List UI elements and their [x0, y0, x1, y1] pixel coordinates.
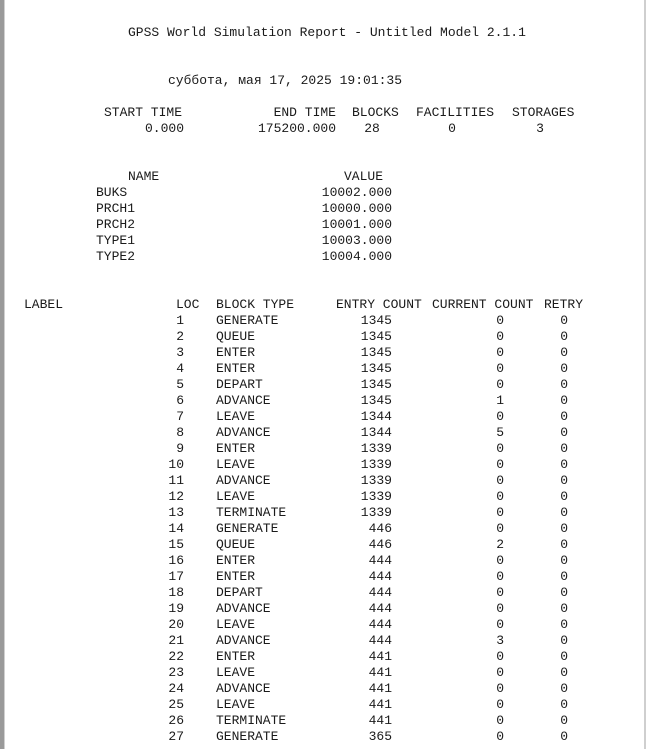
entry-count-cell: 444 [368, 601, 392, 616]
retry-cell: 0 [560, 553, 568, 568]
retry-cell: 0 [560, 345, 568, 360]
entry-count-cell: 1339 [360, 473, 392, 488]
entry-count-cell: 441 [368, 665, 392, 680]
blocks-header-entry-count: ENTRY COUNT [336, 297, 422, 312]
entry-count-cell: 1339 [360, 457, 392, 472]
current-count-cell: 0 [496, 377, 504, 392]
blocks-header-retry: RETRY [544, 297, 584, 312]
block-type-cell: TERMINATE [216, 713, 287, 728]
header-blocks: BLOCKS [352, 105, 399, 120]
block-type-cell: ADVANCE [216, 425, 271, 440]
retry-cell: 0 [560, 505, 568, 520]
retry-cell: 0 [560, 313, 568, 328]
loc-cell: 15 [168, 537, 184, 552]
entry-count-cell: 1345 [360, 361, 392, 376]
current-count-cell: 0 [496, 681, 504, 696]
loc-cell: 27 [168, 729, 184, 744]
name-cell: PRCH2 [96, 217, 136, 232]
header-end-time: END TIME [273, 105, 336, 120]
retry-cell: 0 [560, 601, 568, 616]
retry-cell: 0 [560, 457, 568, 472]
retry-cell: 0 [560, 569, 568, 584]
name-cell: TYPE2 [96, 249, 136, 264]
blocks-header-current-count: CURRENT COUNT [432, 297, 534, 312]
loc-cell: 13 [168, 505, 184, 520]
loc-cell: 21 [168, 633, 184, 648]
retry-cell: 0 [560, 393, 568, 408]
value-start-time: 0.000 [144, 121, 184, 136]
current-count-cell: 0 [496, 345, 504, 360]
current-count-cell: 0 [496, 313, 504, 328]
current-count-cell: 0 [496, 569, 504, 584]
entry-count-cell: 444 [368, 585, 392, 600]
current-count-cell: 1 [496, 393, 504, 408]
retry-cell: 0 [560, 681, 568, 696]
current-count-cell: 0 [496, 601, 504, 616]
value-cell: 10003.000 [321, 233, 392, 248]
header-start-time: START TIME [104, 105, 183, 120]
current-count-cell: 0 [496, 473, 504, 488]
block-type-cell: DEPART [216, 585, 263, 600]
retry-cell: 0 [560, 537, 568, 552]
entry-count-cell: 1339 [360, 489, 392, 504]
block-type-cell: GENERATE [216, 313, 279, 328]
block-type-cell: ENTER [216, 569, 256, 584]
current-count-cell: 0 [496, 585, 504, 600]
block-type-cell: TERMINATE [216, 505, 287, 520]
retry-cell: 0 [560, 361, 568, 376]
loc-cell: 8 [176, 425, 184, 440]
loc-cell: 25 [168, 697, 184, 712]
entry-count-cell: 444 [368, 633, 392, 648]
retry-cell: 0 [560, 617, 568, 632]
retry-cell: 0 [560, 665, 568, 680]
entry-count-cell: 446 [368, 537, 392, 552]
block-type-cell: ADVANCE [216, 601, 271, 616]
value-storages: 3 [536, 121, 544, 136]
block-type-cell: ADVANCE [216, 393, 271, 408]
loc-cell: 7 [176, 409, 184, 424]
loc-cell: 18 [168, 585, 184, 600]
block-type-cell: LEAVE [216, 409, 256, 424]
name-cell: BUKS [96, 185, 128, 200]
current-count-cell: 0 [496, 649, 504, 664]
retry-cell: 0 [560, 521, 568, 536]
loc-cell: 9 [176, 441, 184, 456]
block-type-cell: ADVANCE [216, 633, 271, 648]
value-cell: 10004.000 [321, 249, 392, 264]
current-count-cell: 2 [496, 537, 504, 552]
retry-cell: 0 [560, 489, 568, 504]
loc-cell: 16 [168, 553, 184, 568]
block-type-cell: GENERATE [216, 729, 279, 744]
value-cell: 10001.000 [321, 217, 392, 232]
name-cell: TYPE1 [96, 233, 136, 248]
block-type-cell: ENTER [216, 441, 256, 456]
value-cell: 10002.000 [321, 185, 392, 200]
entry-count-cell: 365 [368, 729, 392, 744]
loc-cell: 14 [168, 521, 184, 536]
value-cell: 10000.000 [321, 201, 392, 216]
entry-count-cell: 441 [368, 649, 392, 664]
names-header-name: NAME [128, 169, 160, 184]
loc-cell: 12 [168, 489, 184, 504]
current-count-cell: 5 [496, 425, 504, 440]
loc-cell: 2 [176, 329, 184, 344]
value-facilities: 0 [448, 121, 456, 136]
retry-cell: 0 [560, 377, 568, 392]
value-blocks: 28 [364, 121, 380, 136]
current-count-cell: 0 [496, 457, 504, 472]
header-storages: STORAGES [512, 105, 575, 120]
name-cell: PRCH1 [96, 201, 136, 216]
entry-count-cell: 444 [368, 553, 392, 568]
current-count-cell: 0 [496, 361, 504, 376]
value-end-time: 175200.000 [257, 121, 336, 136]
current-count-cell: 0 [496, 697, 504, 712]
block-type-cell: ENTER [216, 553, 256, 568]
loc-cell: 11 [168, 473, 184, 488]
current-count-cell: 3 [496, 633, 504, 648]
loc-cell: 22 [168, 649, 184, 664]
entry-count-cell: 1345 [360, 313, 392, 328]
retry-cell: 0 [560, 729, 568, 744]
loc-cell: 24 [168, 681, 184, 696]
entry-count-cell: 444 [368, 569, 392, 584]
entry-count-cell: 1345 [360, 345, 392, 360]
entry-count-cell: 441 [368, 697, 392, 712]
current-count-cell: 0 [496, 505, 504, 520]
retry-cell: 0 [560, 585, 568, 600]
block-type-cell: DEPART [216, 377, 263, 392]
blocks-header-loc: LOC [176, 297, 200, 312]
retry-cell: 0 [560, 713, 568, 728]
blocks-header-label: LABEL [24, 297, 64, 312]
current-count-cell: 0 [496, 617, 504, 632]
entry-count-cell: 444 [368, 617, 392, 632]
loc-cell: 26 [168, 713, 184, 728]
retry-cell: 0 [560, 409, 568, 424]
current-count-cell: 0 [496, 665, 504, 680]
loc-cell: 1 [176, 313, 184, 328]
retry-cell: 0 [560, 425, 568, 440]
loc-cell: 3 [176, 345, 184, 360]
block-type-cell: LEAVE [216, 697, 256, 712]
entry-count-cell: 1339 [360, 441, 392, 456]
entry-count-cell: 1345 [360, 329, 392, 344]
entry-count-cell: 1344 [360, 425, 392, 440]
report-title: GPSS World Simulation Report - Untitled Model 2.1.1 [128, 25, 526, 40]
block-type-cell: ADVANCE [216, 473, 271, 488]
current-count-cell: 0 [496, 489, 504, 504]
current-count-cell: 0 [496, 329, 504, 344]
loc-cell: 10 [168, 457, 184, 472]
current-count-cell: 0 [496, 409, 504, 424]
loc-cell: 19 [168, 601, 184, 616]
current-count-cell: 0 [496, 713, 504, 728]
loc-cell: 20 [168, 617, 184, 632]
report-datetime: суббота, мая 17, 2025 19:01:35 [168, 73, 403, 88]
names-header-value: VALUE [344, 169, 384, 184]
block-type-cell: GENERATE [216, 521, 279, 536]
retry-cell: 0 [560, 697, 568, 712]
current-count-cell: 0 [496, 441, 504, 456]
current-count-cell: 0 [496, 729, 504, 744]
loc-cell: 4 [176, 361, 184, 376]
entry-count-cell: 446 [368, 521, 392, 536]
header-facilities: FACILITIES [416, 105, 495, 120]
retry-cell: 0 [560, 473, 568, 488]
current-count-cell: 0 [496, 553, 504, 568]
retry-cell: 0 [560, 441, 568, 456]
block-type-cell: ADVANCE [216, 681, 271, 696]
loc-cell: 5 [176, 377, 184, 392]
retry-cell: 0 [560, 649, 568, 664]
block-type-cell: ENTER [216, 361, 256, 376]
block-type-cell: LEAVE [216, 457, 256, 472]
loc-cell: 17 [168, 569, 184, 584]
entry-count-cell: 441 [368, 681, 392, 696]
block-type-cell: QUEUE [216, 329, 256, 344]
block-type-cell: ENTER [216, 345, 256, 360]
entry-count-cell: 1344 [360, 409, 392, 424]
entry-count-cell: 441 [368, 713, 392, 728]
loc-cell: 23 [168, 665, 184, 680]
block-type-cell: LEAVE [216, 665, 256, 680]
block-type-cell: ENTER [216, 649, 256, 664]
entry-count-cell: 1339 [360, 505, 392, 520]
loc-cell: 6 [176, 393, 184, 408]
current-count-cell: 0 [496, 521, 504, 536]
blocks-header-block-type: BLOCK TYPE [216, 297, 295, 312]
entry-count-cell: 1345 [360, 393, 392, 408]
entry-count-cell: 1345 [360, 377, 392, 392]
retry-cell: 0 [560, 329, 568, 344]
block-type-cell: QUEUE [216, 537, 256, 552]
retry-cell: 0 [560, 633, 568, 648]
block-type-cell: LEAVE [216, 489, 256, 504]
block-type-cell: LEAVE [216, 617, 256, 632]
